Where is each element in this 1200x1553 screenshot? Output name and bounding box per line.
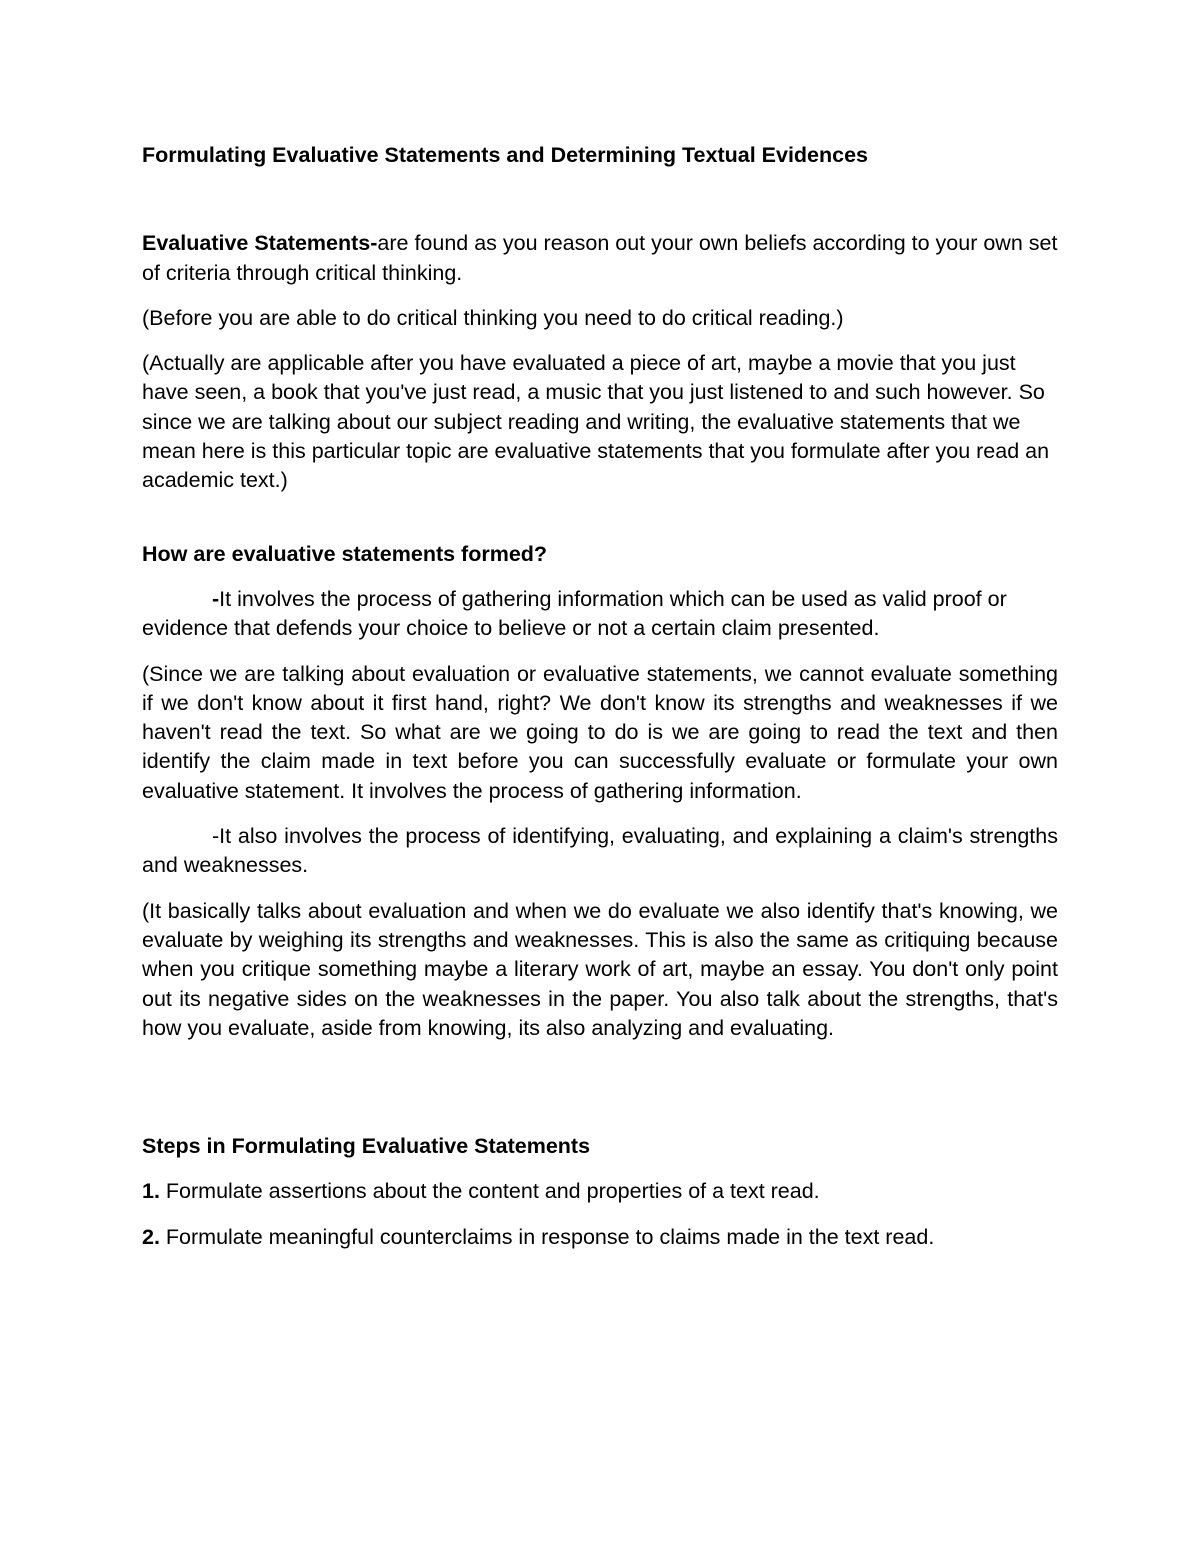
step-text-1: Formulate assertions about the content and properties of a text read.	[159, 1179, 820, 1204]
step-number-2: 2.	[142, 1224, 160, 1249]
step-item-2	[142, 1223, 1058, 1252]
document-page	[142, 141, 1058, 1268]
definition-paragraph	[142, 229, 1058, 288]
definition-term: Evaluative Statements-	[142, 231, 378, 256]
step-item-1	[142, 1177, 1058, 1206]
note-applicable: (Actually are applicable after you have evaluated a piece of art, maybe a movie that you just have seen, a book that you've just read, a music that you just listened to and such however. So since we are talking about our subject reading and writing, the evaluative statements that we mean here is this particular topic are evaluative statements that you formulate after you read an academic text.)	[142, 351, 1050, 493]
explanation-gathering: (Since we are talking about evaluation or evaluative statements, we cannot evaluate something if we don't know about it first hand, right? We don't know its strengths and weaknesses if we haven't read the text. So what are we going to do is we are going to read the text and then identify the claim made in text before you can successfully evaluate or formulate your own evaluative statement. It involves the process of gathering information.	[142, 661, 1058, 803]
point-identifying-claims: -It also involves the process of identifying, evaluating, and explaining a claim's strengths and weaknesses.	[142, 824, 1058, 878]
section-heading-steps: Steps in Formulating Evaluative Statements	[142, 1134, 591, 1159]
step-number-1: 1.	[142, 1179, 160, 1204]
point-gathering-information	[142, 585, 1058, 644]
section-heading-how: How are evaluative statements formed?	[142, 541, 548, 566]
note-critical-reading: (Before you are able to do critical thinking you need to do critical reading.)	[142, 305, 844, 330]
explanation-critiquing: (It basically talks about evaluation and when we do evaluate we also identify that's knowing, we evaluate by weighing its strengths and weaknesses. This is also the same as critiquing because when you critique something maybe a literary work of art, maybe an essay. You don't only point out its negative sides on the weaknesses in the paper. You also talk about the strengths, that's how you evaluate, aside from knowing, its also analyzing and evaluating.	[142, 898, 1058, 1040]
definition-text: are found as you reason out your own beliefs according to your own set of criteria through critical thinking.	[142, 231, 1058, 285]
step-text-2: Formulate meaningful counterclaims in response to claims made in the text read.	[159, 1224, 935, 1249]
document-title: Formulating Evaluative Statements and Determining Textual Evidences	[142, 143, 869, 167]
point-gathering-text: It involves the process of gathering information which can be used as valid proof or evidence that defends your choice to believe or not a certain claim presented.	[142, 586, 1007, 641]
point-dash: -	[212, 586, 220, 611]
